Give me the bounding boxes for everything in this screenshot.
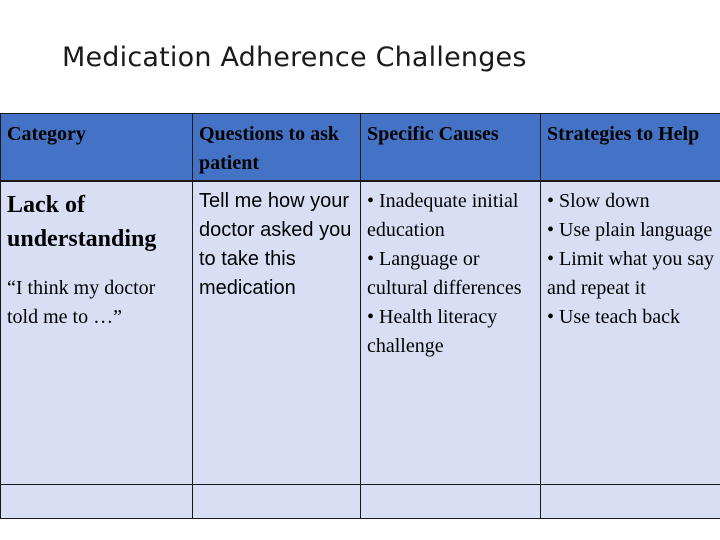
causes-cell <box>361 181 541 485</box>
table-row-empty <box>1 485 720 519</box>
empty-cell <box>541 485 720 519</box>
header-questions: Questions to ask patient <box>193 114 361 182</box>
slide-title: Medication Adherence Challenges <box>62 42 527 73</box>
header-category: Category <box>1 114 193 182</box>
strategy-item: • Use teach back <box>547 306 681 328</box>
category-quote: “I think my doctor told me to …” <box>7 277 156 328</box>
header-causes: Specific Causes <box>361 114 541 182</box>
empty-cell <box>1 485 193 519</box>
strategy-item: • Use plain language <box>547 219 713 241</box>
strategy-item: • Limit what you say and repeat it <box>547 248 714 299</box>
header-strategies: Strategies to Help <box>541 114 720 182</box>
question-cell <box>193 181 361 485</box>
cause-item: • Language or cultural differences <box>367 248 522 299</box>
category-label: Lack of understanding <box>7 192 157 252</box>
empty-cell <box>361 485 541 519</box>
challenges-table <box>0 113 720 519</box>
table-row <box>1 181 720 485</box>
category-cell <box>1 181 193 485</box>
strategies-cell <box>541 181 720 485</box>
cause-item: • Inadequate initial education <box>367 190 519 241</box>
question-text: Tell me how your doctor asked you to take this medication <box>199 190 352 299</box>
cause-item: • Health literacy challenge <box>367 306 498 357</box>
table-header-row <box>1 114 720 182</box>
strategy-item: • Slow down <box>547 190 650 212</box>
empty-cell <box>193 485 361 519</box>
